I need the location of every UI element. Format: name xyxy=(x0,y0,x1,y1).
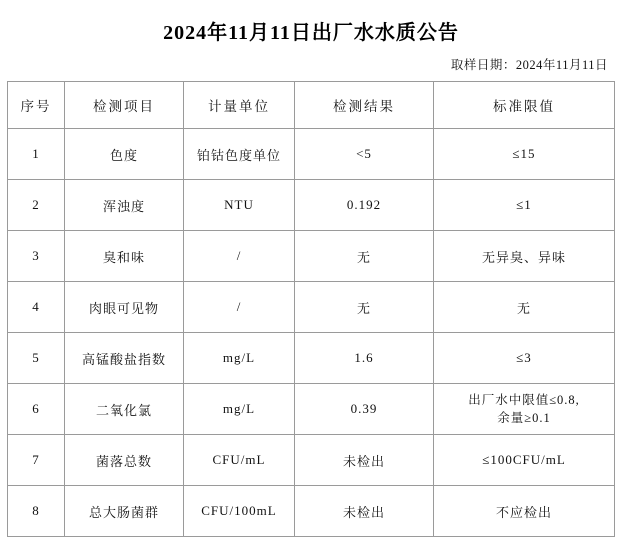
cell-limit xyxy=(434,384,615,435)
table-row xyxy=(8,333,615,384)
cell-index: 4 xyxy=(8,282,65,333)
column-header-unit: 计量单位 xyxy=(184,82,295,129)
cell-result: 1.6 xyxy=(295,333,434,384)
table-row xyxy=(8,180,615,231)
cell-item: 色度 xyxy=(65,129,184,180)
cell-unit: CFU/mL xyxy=(184,435,295,486)
cell-limit: 无异臭、异味 xyxy=(434,231,615,282)
cell-unit: mg/L xyxy=(184,384,295,435)
cell-result: 未检出 xyxy=(295,435,434,486)
cell-index: 5 xyxy=(8,333,65,384)
cell-item: 二氧化氯 xyxy=(65,384,184,435)
water-quality-table xyxy=(7,81,615,537)
cell-result: 0.192 xyxy=(295,180,434,231)
table-row xyxy=(8,435,615,486)
table-row xyxy=(8,486,615,537)
cell-unit: 铂钴色度单位 xyxy=(184,129,295,180)
cell-item: 总大肠菌群 xyxy=(65,486,184,537)
cell-item: 浑浊度 xyxy=(65,180,184,231)
cell-limit: ≤3 xyxy=(434,333,615,384)
column-header-result: 检测结果 xyxy=(295,82,434,129)
cell-limit: 不应检出 xyxy=(434,486,615,537)
cell-result: 无 xyxy=(295,231,434,282)
cell-item: 高锰酸盐指数 xyxy=(65,333,184,384)
cell-index: 8 xyxy=(8,486,65,537)
sampling-date: 取样日期：2024年11月11日 xyxy=(450,58,608,72)
cell-result: 0.39 xyxy=(295,384,434,435)
cell-result: <5 xyxy=(295,129,434,180)
table-row xyxy=(8,231,615,282)
cell-unit: CFU/100mL xyxy=(184,486,295,537)
cell-index: 3 xyxy=(8,231,65,282)
column-header-item: 检测项目 xyxy=(65,82,184,129)
cell-limit: ≤15 xyxy=(434,129,615,180)
cell-limit: 无 xyxy=(434,282,615,333)
cell-index: 2 xyxy=(8,180,65,231)
cell-unit: mg/L xyxy=(184,333,295,384)
cell-result: 未检出 xyxy=(295,486,434,537)
cell-limit-line2: 余量≥0.1 xyxy=(497,411,551,425)
column-header-limit: 标准限值 xyxy=(434,82,615,129)
table-row xyxy=(8,282,615,333)
table-row xyxy=(8,129,615,180)
cell-limit: ≤1 xyxy=(434,180,615,231)
cell-unit: / xyxy=(184,231,295,282)
cell-index: 1 xyxy=(8,129,65,180)
cell-unit: / xyxy=(184,282,295,333)
table-header-row xyxy=(8,82,615,129)
table-row xyxy=(8,384,615,435)
column-header-index: 序号 xyxy=(8,82,65,129)
cell-limit: ≤100CFU/mL xyxy=(434,435,615,486)
cell-item: 菌落总数 xyxy=(65,435,184,486)
table-header xyxy=(8,82,615,129)
cell-index: 6 xyxy=(8,384,65,435)
page-title: 2024年11月11日出厂水水质公告 xyxy=(163,22,459,44)
cell-result: 无 xyxy=(295,282,434,333)
cell-unit: NTU xyxy=(184,180,295,231)
cell-index: 7 xyxy=(8,435,65,486)
cell-limit-line1: 出厂水中限值≤0.8, xyxy=(468,392,580,407)
cell-item: 肉眼可见物 xyxy=(65,282,184,333)
cell-item: 臭和味 xyxy=(65,231,184,282)
table-body xyxy=(8,129,615,537)
